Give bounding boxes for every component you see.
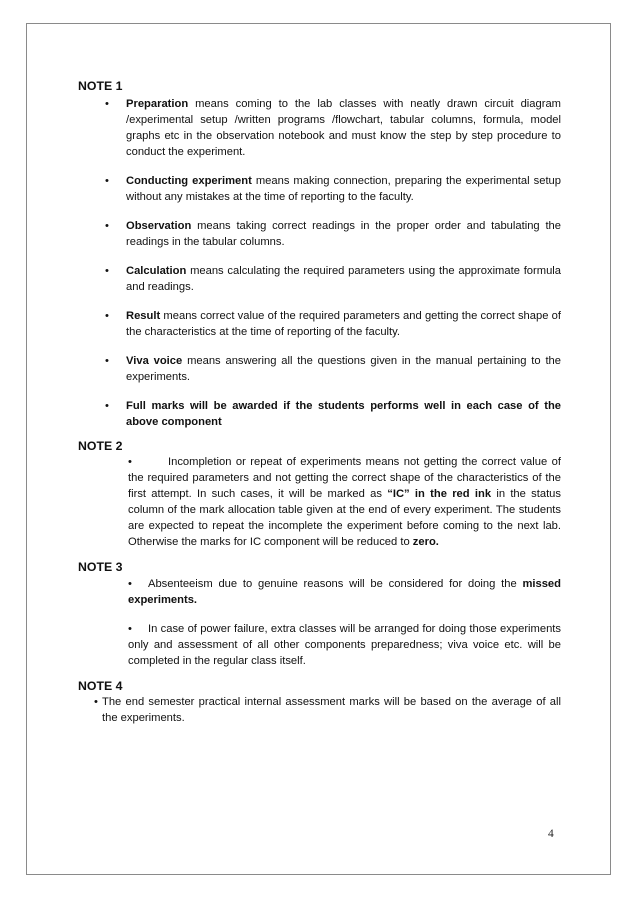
note4-item [78, 694, 561, 726]
item-text: means taking correct readings in the proper order and tabulating the readings in the tabular columns. [126, 220, 561, 248]
bullet-icon: • [105, 220, 109, 232]
note1-item-observation [78, 218, 561, 250]
note4-heading: NOTE 4 [78, 679, 123, 693]
note3-item1-text: Absenteeism due to genuine reasons will be considered for doing the [148, 578, 523, 590]
bullet-icon: • [94, 696, 98, 708]
note1-item-result [78, 308, 561, 340]
item-text: means correct value of the required parameters and getting the correct shape of the characteristics at the time of reporting of the faculty. [126, 310, 561, 338]
bullet-icon: • [128, 456, 132, 468]
note2-bold-zero: zero. [412, 536, 439, 548]
term: Full marks will be awarded if the students performs well in each case of the above component [126, 400, 561, 428]
note3-item1-bold: missed experiments. [128, 578, 561, 606]
item-text: means making connection, preparing the experimental setup without any mistakes at the time of reporting to the faculty. [126, 175, 561, 203]
bullet-icon: • [128, 623, 132, 635]
term: Conducting experiment [126, 175, 252, 187]
item-text: means coming to the lab classes with neatly drawn circuit diagram /experimental setup /written programs /flowchart, tabular columns, formula, model graphs etc in the observation notebook and must know the step by step procedure to conduct the experiment. [126, 98, 561, 158]
note3-item2-text: In case of power failure, extra classes will be arranged for doing those experiments only and assessment of all other components preparedness; viva voice etc. will be completed in the regular class itself. [128, 623, 561, 667]
note1-item-preparation [78, 96, 561, 160]
note1-item-viva [78, 353, 561, 385]
page-number: 4 [548, 828, 554, 840]
bullet-icon: • [105, 355, 109, 367]
bullet-icon: • [105, 400, 109, 412]
term: Observation [126, 220, 192, 232]
bullet-icon: • [105, 175, 109, 187]
term: Result [126, 310, 161, 322]
term: Preparation [126, 98, 189, 110]
note3-item-absenteeism [78, 576, 561, 608]
bullet-icon: • [105, 265, 109, 277]
note4-text: The end semester practical internal assessment marks will be based on the average of all the experiments. [102, 696, 561, 724]
note2-bold-ic: “IC” in the red ink [387, 488, 492, 500]
note1-item-conducting [78, 173, 561, 205]
bullet-icon: • [105, 98, 109, 110]
note2-paragraph [78, 454, 561, 550]
term: Calculation [126, 265, 187, 277]
note1-item-full-marks [78, 398, 561, 430]
note2-heading: NOTE 2 [78, 439, 123, 453]
document-body [78, 78, 561, 726]
note1-item-calculation [78, 263, 561, 295]
note1-heading: NOTE 1 [78, 79, 123, 93]
item-text: means answering all the questions given in the manual pertaining to the experiments. [126, 355, 561, 383]
note3-item-power-failure [78, 621, 561, 669]
note2-text-a: Incompletion or repeat of experiments means not getting the correct value of the required parameters and not getting the correct shape of the characteristics of the first attempt. In such cases, it will be marked as [128, 456, 561, 500]
bullet-icon: • [105, 310, 109, 322]
item-text: means calculating the required parameters using the approximate formula and readings. [126, 265, 561, 293]
term: Viva voice [126, 355, 183, 367]
note2-text-b: in the status column of the mark allocation table given at the end of every experiment. The students are expected to repeat the incomplete the experiment before coming to the next lab. Otherwise the marks for IC component will be reduced to [128, 488, 561, 548]
bullet-icon: • [128, 578, 132, 590]
note3-heading: NOTE 3 [78, 560, 123, 574]
